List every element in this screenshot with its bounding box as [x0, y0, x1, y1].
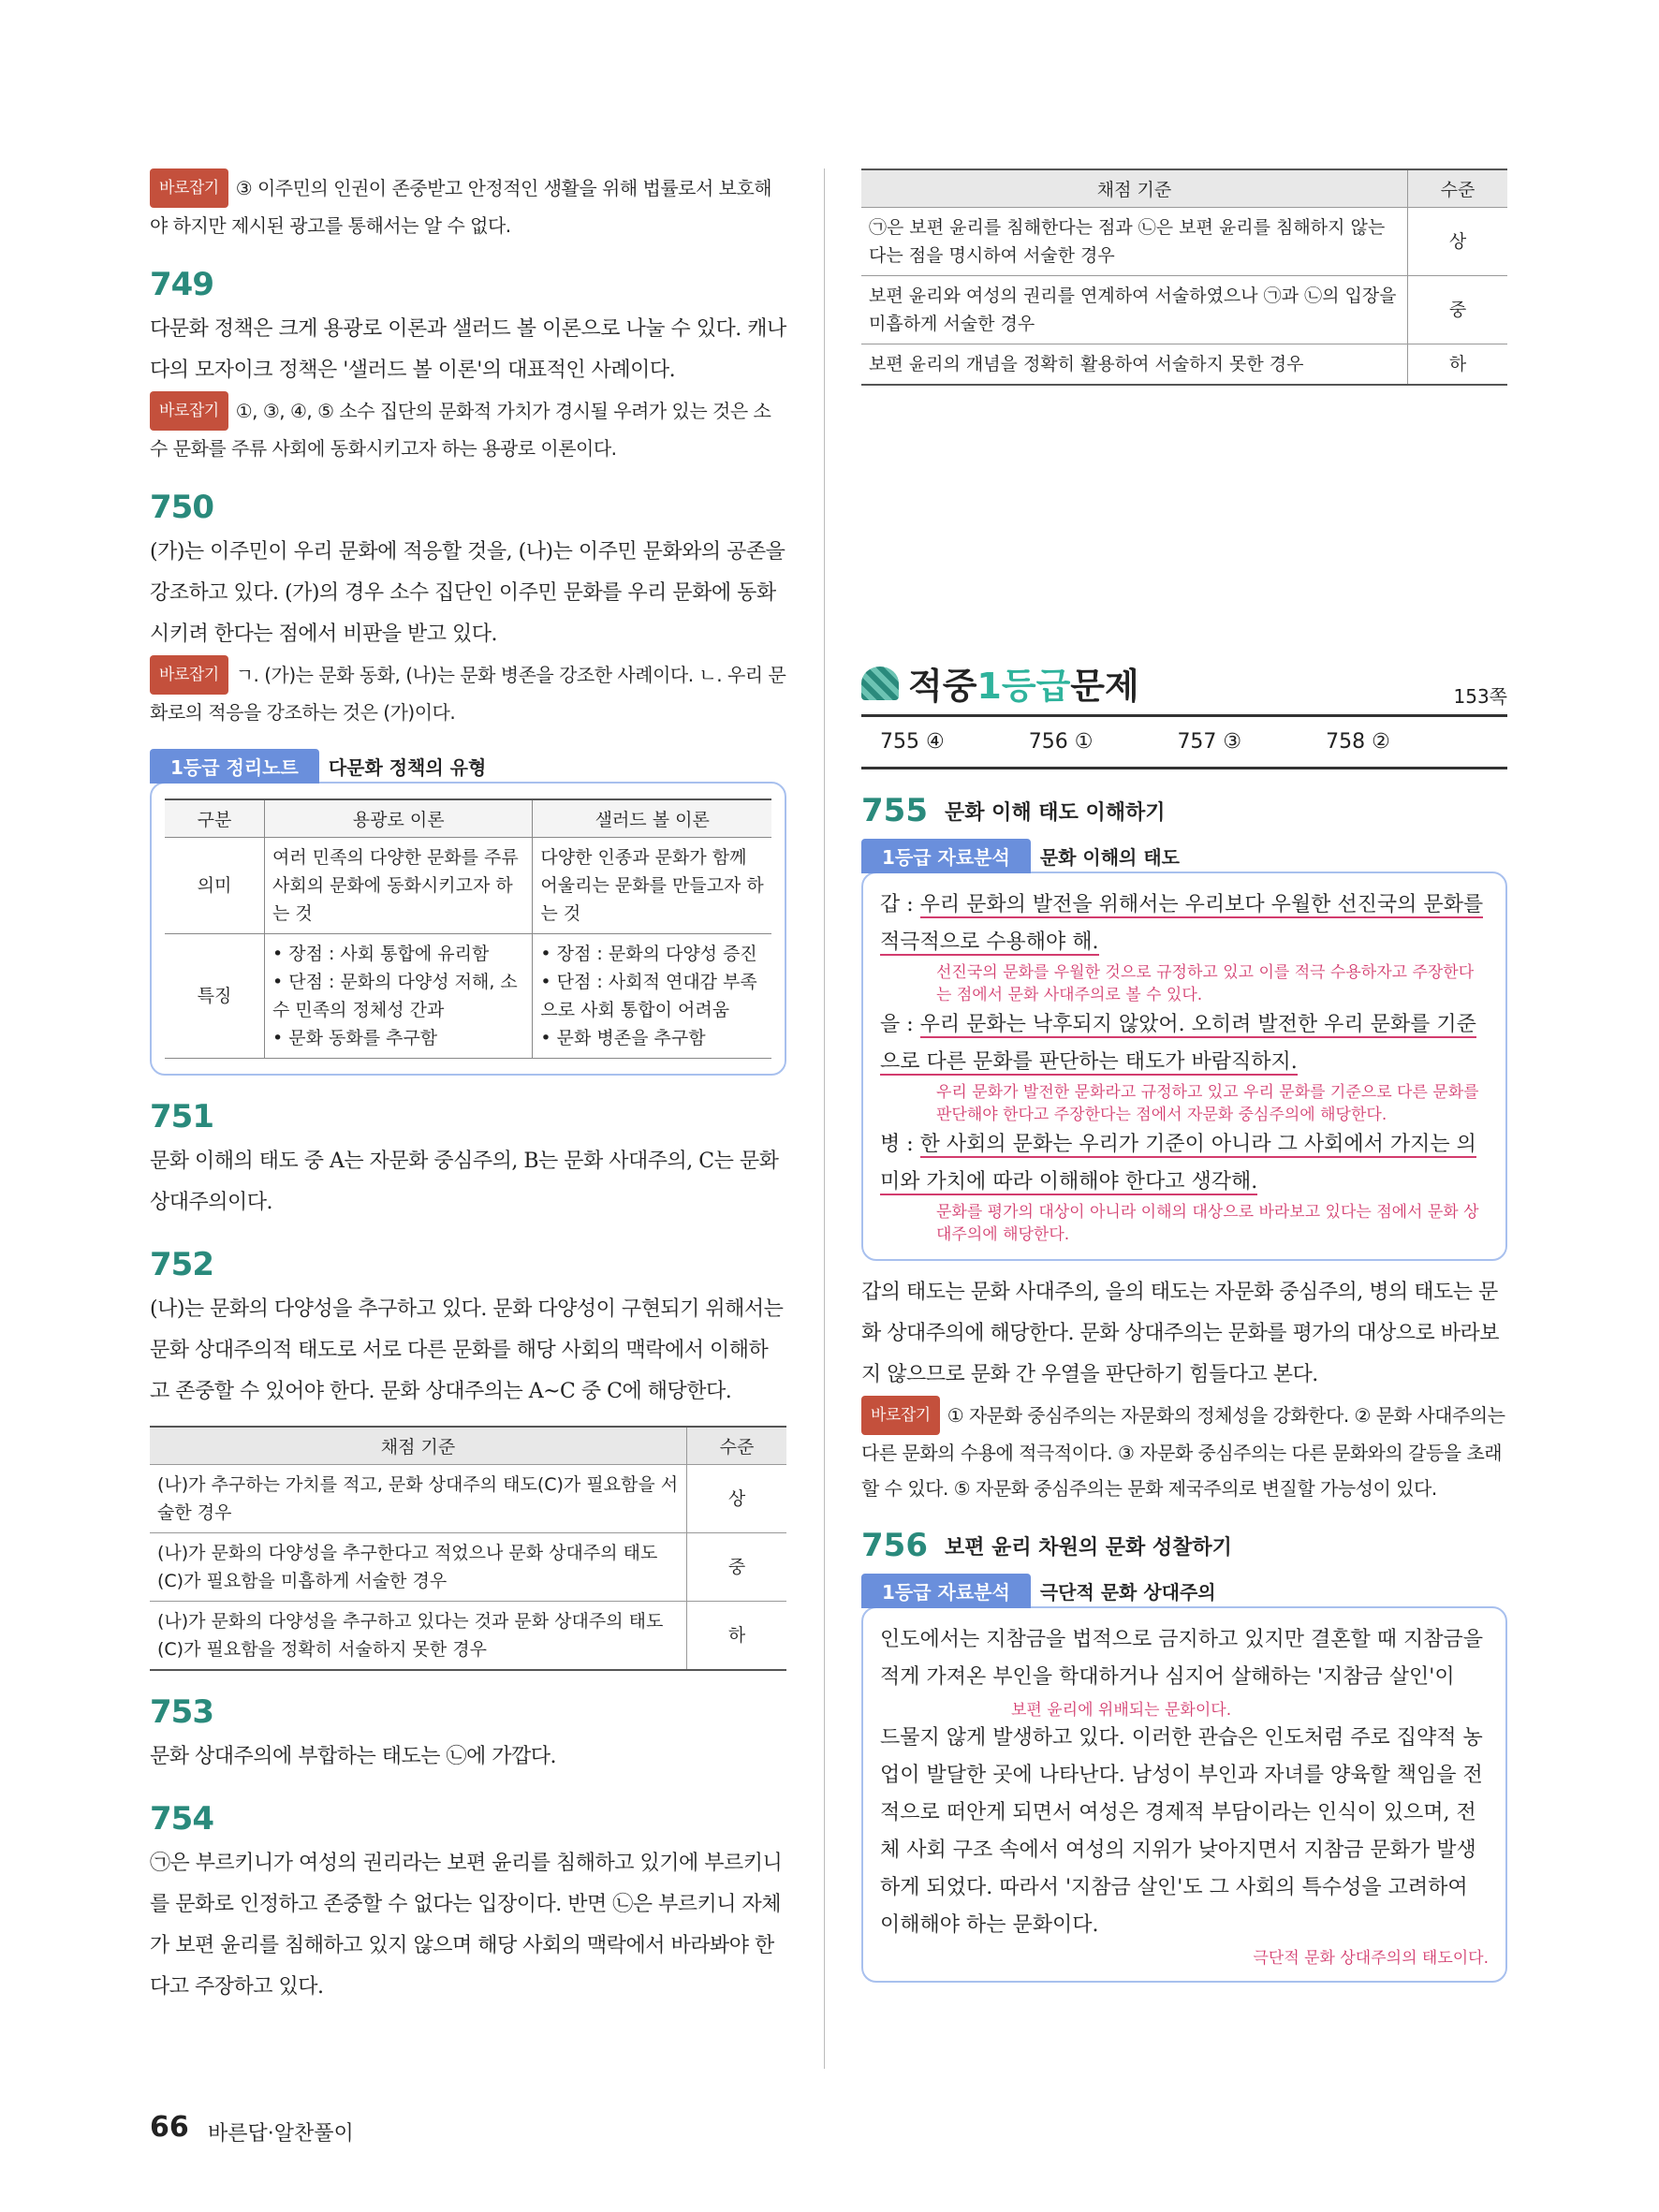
analysis-box [861, 872, 1507, 1261]
note-sub: 다문화 정책의 유형 [328, 756, 487, 779]
answer-item: 757 ③ [1177, 730, 1242, 754]
fix-748: 바로잡기 ③ 이주민의 인권이 존중받고 안정적인 생활을 위해 법률로서 보호해야 하지만 제시된 광고를 통해서는 알 수 없다. [150, 168, 786, 243]
q756-number: 756 [861, 1527, 928, 1564]
answer-item: 758 ② [1326, 730, 1390, 754]
speaker-line: 을 : 우리 문화는 낙후되지 않았어. 오히려 발전한 우리 문화를 기준으로 다른 문화를 판단하는 태도가 바람직하지. [880, 1013, 1476, 1074]
q756-header [861, 1527, 1507, 1564]
q750-body: (가)는 이주민이 우리 문화에 적응할 것을, (나)는 이주민 문화와의 공존을 강조하고 있다. (가)의 경우 소수 집단인 이주민 문화를 우리 문화에 동화시키려 한다는 점에서 비판을 받고 있다. [150, 540, 785, 646]
q750-fix: 바로잡기 ㄱ. (가)는 문화 동화, (나)는 문화 병존을 강조한 사례이다. ㄴ. 우리 문화로의 적응을 강조하는 것은 (가)이다. [150, 655, 786, 730]
page-label: 바른답·알찬풀이 [208, 2122, 354, 2146]
q755-body: 갑의 태도는 문화 사대주의, 을의 태도는 자문화 중심주의, 병의 태도는 문화 상대주의에 해당한다. 문화 상대주의는 문화를 평가의 대상으로 바라보지 않으므로 문화 간 우열을 판단하기 힘들다고 본다. [861, 1281, 1500, 1386]
q753-number: 753 [150, 1693, 213, 1731]
q751-body: 문화 이해의 태도 중 A는 자문화 중심주의, B는 문화 사대주의, C는 문화 상대주의이다. [150, 1150, 779, 1214]
q749-fix: 바로잡기 ①, ③, ④, ⑤ 소수 집단의 문화적 가치가 경시될 우려가 있는 것은 소수 문화를 주류 사회에 동화시키고자 하는 용광로 이론이다. [150, 391, 786, 466]
summary-note [150, 749, 786, 1076]
table-row: (나)가 문화의 다양성을 추구하고 있다는 것과 문화 상대주의 태도(C)가 필요함을 정확히 서술하지 못한 경우 하 [150, 1602, 786, 1671]
table-row: (나)가 추구하는 가치를 적고, 문화 상대주의 태도(C)가 필요함을 서술한 경우 상 [150, 1465, 786, 1533]
passage-note: 극단적 문화 상대주의의 태도이다. [1253, 1949, 1489, 1968]
q756-analysis: 1등급 자료분석 극단적 문화 상대주의 인도에서는 지참금을 법적으로 금지하고 있지만 결혼할 때 지참금을 적게 가져온 부인을 학대하거나 심지어 살해하는 '지참금 살인'이 보편 윤리에 위배되는 문화이다. 드물지 않게 발생하고 있다. 이러한 관습은 인도처럼 주로 집약적 농업이 발달한 곳에 나타난다. 남성이 부인과 자녀를 양육할 책임을 전적으로 떠안게 되면서 여성은 경제적 부담이라는 인식이 있으며, 전체 사회 구조 속에서 여성의 지위가 낮아지면서 지참금 문화가 발생하게 되었다. 따라서 '지참금 살인'도 그 사회의 특수성을 고려하여 이해해야 하는 문화이다. 극단적 문화 상대주의의 태도이다. [861, 1574, 1507, 1983]
page-number: 66 [150, 2111, 189, 2144]
col-head: 샐러드 볼 이론 [533, 799, 771, 838]
page-ref: 153쪽 [1453, 685, 1507, 708]
q752-body: (나)는 문화의 다양성을 추구하고 있다. 문화 다양성이 구현되기 위해서는 문화 상대주의적 태도로 서로 다른 문화를 해당 사회의 맥락에서 이해하고 존중할 수 있어야 한다. 문화 상대주의는 A~C 중 C에 해당한다. [150, 1297, 784, 1403]
speaker-line: 병 : 한 사회의 문화는 우리가 기준이 아니라 그 사회에서 가지는 의미와 가치에 따라 이해해야 한다고 생각해. [880, 1133, 1476, 1194]
q749-number: 749 [150, 266, 213, 303]
speaker-line: 갑 : 우리 문화의 발전을 위해서는 우리보다 우월한 선진국의 문화를 적극적으로 수용해야 해. [880, 893, 1484, 954]
fix-tag: 바로잡기 [861, 1396, 940, 1435]
speaker-note: 문화를 평가의 대상이 아니라 이해의 대상으로 바라보고 있다는 점에서 문화 상대주의에 해당한다. [936, 1203, 1479, 1244]
policy-table [165, 798, 771, 1059]
q755-fix: 바로잡기 ① 자문화 중심주의는 자문화의 정체성을 강화한다. ② 문화 사대주의는 다른 문화의 수용에 적극적이다. ③ 자문화 중심주의는 다른 문화와의 갈등을 초래할 수 있다. ⑤ 자문화 중심주의는 문화 제국주의로 변질할 가능성이 있다. [861, 1396, 1507, 1506]
grading-table-752: 채점 기준 수준 (나)가 추구하는 가치를 적고, 문화 상대주의 태도(C)가 필요함을 서술한 경우 상 (나)가 문화의 다양성을 추구한다고 적었으나 문화 상대주의 태도(C)가 필요함을 미흡하게 서술한 경우 중 (나)가 문화의 다양성을 추구하고 있다는 것과 문화 상대주의 태도(C)가 필요함을 정확히 서술하지 못한 경우 하 [150, 1426, 786, 1671]
q750-number: 750 [150, 489, 213, 526]
table-row: 의미 여러 민족의 다양한 문화를 주류 사회의 문화에 동화시키고자 하는 것 다양한 인종과 문화가 함께 어울리는 문화를 만들고자 하는 것 [165, 838, 771, 934]
passage-text: 인도에서는 지참금을 법적으로 금지하고 있지만 결혼할 때 지참금을 적게 가져온 부인을 학대하거나 심지어 살해하는 '지참금 살인'이 [880, 1628, 1484, 1689]
q753-body: 문화 상대주의에 부합하는 태도는 ㉡에 가깝다. [150, 1745, 556, 1768]
table-row: (나)가 문화의 다양성을 추구한다고 적었으나 문화 상대주의 태도(C)가 필요함을 미흡하게 서술한 경우 중 [150, 1533, 786, 1602]
q751-number: 751 [150, 1098, 213, 1135]
passage-note: 보편 윤리에 위배되는 문화이다. [1011, 1701, 1232, 1720]
speaker-note: 우리 문화가 발전한 문화라고 규정하고 있고 우리 문화를 기준으로 다른 문화를 판단해야 한다고 주장한다는 점에서 자문화 중심주의에 해당한다. [936, 1083, 1479, 1124]
analysis-box [861, 1606, 1507, 1983]
table-row: 보편 윤리의 개념을 정확히 활용하여 서술하지 못한 경우 하 [861, 344, 1507, 386]
banner-title-a: 적중 [908, 666, 977, 707]
left-column [150, 168, 786, 2008]
answer-row [861, 717, 1507, 769]
q755-number: 755 [861, 792, 928, 829]
col-head: 구분 [165, 799, 265, 838]
column-divider [824, 168, 825, 2069]
note-box [150, 782, 786, 1076]
answer-item: 756 ① [1028, 730, 1094, 754]
q754-body: ㉠은 부르키니가 여성의 권리라는 보편 윤리를 침해하고 있기에 부르키니를 문화로 인정하고 존중할 수 없다는 입장이다. 반면 ㉡은 부르키니 자체가 보편 윤리를 침해하고 있지 않으며 해당 사회의 맥락에서 바라봐야 한다고 주장하고 있다. [150, 1852, 783, 1999]
table-row: 보편 윤리와 여성의 권리를 연계하여 서술하였으나 ㉠과 ㉡의 입장을 미흡하게 서술한 경우 중 [861, 276, 1507, 344]
q756-title: 보편 윤리 차원의 문화 성찰하기 [944, 1535, 1232, 1560]
banner-icon [861, 667, 899, 700]
answer-item: 755 ④ [880, 730, 945, 754]
exam-banner [861, 657, 1507, 717]
fix-tag: 바로잡기 [150, 391, 228, 431]
col-head: 용광로 이론 [265, 799, 533, 838]
q749-body: 다문화 정책은 크게 용광로 이론과 샐러드 볼 이론으로 나눌 수 있다. 캐나다의 모자이크 정책은 '샐러드 볼 이론'의 대표적인 사례이다. [150, 317, 786, 382]
table-row: ㉠은 보편 윤리를 침해한다는 점과 ㉡은 보편 윤리를 침해하지 않는다는 점을 명시하여 서술한 경우 상 [861, 208, 1507, 276]
speaker-note: 선진국의 문화를 우월한 것으로 규정하고 있고 이를 적극 수용하자고 주장한다는 점에서 문화 사대주의로 볼 수 있다. [936, 963, 1475, 1004]
q755-header [861, 792, 1507, 829]
grading-table-754: 채점 기준 수준 ㉠은 보편 윤리를 침해한다는 점과 ㉡은 보편 윤리를 침해하지 않는다는 점을 명시하여 서술한 경우 상 보편 윤리와 여성의 권리를 연계하여 서술하였으나 ㉠과 ㉡의 입장을 미흡하게 서술한 경우 중 보편 윤리의 개념을 정확히 활용하여 서술하지 못한 경우 하 [861, 168, 1507, 386]
banner-title-b: 1등급 [976, 666, 1071, 707]
right-column [861, 168, 1507, 1983]
note-head: 1등급 정리노트 [150, 749, 319, 784]
table-row: 특징 • 장점 : 사회 통합에 유리함 • 단점 : 문화의 다양성 저해, 소수 민족의 정체성 간과 • 문화 동화를 추구함 • 장점 : 문화의 다양성 증진 • 단점 : 사회적 연대감 부족으로 사회 통합이 어려움 • 문화 병존을 추구함 [165, 934, 771, 1059]
banner-title-c: 문제 [1070, 666, 1139, 707]
fix-tag: 바로잡기 [150, 168, 228, 208]
passage-text: 드물지 않게 발생하고 있다. 이러한 관습은 인도처럼 주로 집약적 농업이 발달한 곳에 나타난다. 남성이 부인과 자녀를 양육할 책임을 전적으로 떠안게 되면서 여성은 경제적 부담이라는 인식이 있으며, 전체 사회 구조 속에서 여성의 지위가 낮아지면서 지참금 문화가 발생하게 되었다. 따라서 '지참금 살인'도 그 사회의 특수성을 고려하여 이해해야 하는 문화이다. [880, 1726, 1483, 1937]
q755-title: 문화 이해 태도 이해하기 [944, 800, 1166, 825]
q755-analysis: 1등급 자료분석 문화 이해의 태도 갑 : 우리 문화의 발전을 위해서는 우리보다 우월한 선진국의 문화를 적극적으로 수용해야 해. 선진국의 문화를 우월한 것으로 규정하고 있고 이를 적극 수용하자고 주장한다는 점에서 문화 사대주의로 볼 수 있다. 을 : 우리 문화는 낙후되지 않았어. 오히려 발전한 우리 문화를 기준으로 다른 문화를 판단하는 태도가 바람직하지. 우리 문화가 발전한 문화라고 규정하고 있고 우리 문화를 기준으로 다른 문화를 판단해야 한다고 주장한다는 점에서 자문화 중심주의에 해당한다. 병 : 한 사회의 문화는 우리가 기준이 아니라 그 사회에서 가지는 의미와 가치에 따라 이해해야 한다고 생각해. 문화를 평가의 대상이 아니라 이해의 대상으로 바라보고 있다는 점에서 문화 상대주의에 해당한다. [861, 839, 1507, 1261]
q754-number: 754 [150, 1800, 213, 1838]
q752-number: 752 [150, 1246, 213, 1283]
fix-tag: 바로잡기 [150, 655, 228, 695]
